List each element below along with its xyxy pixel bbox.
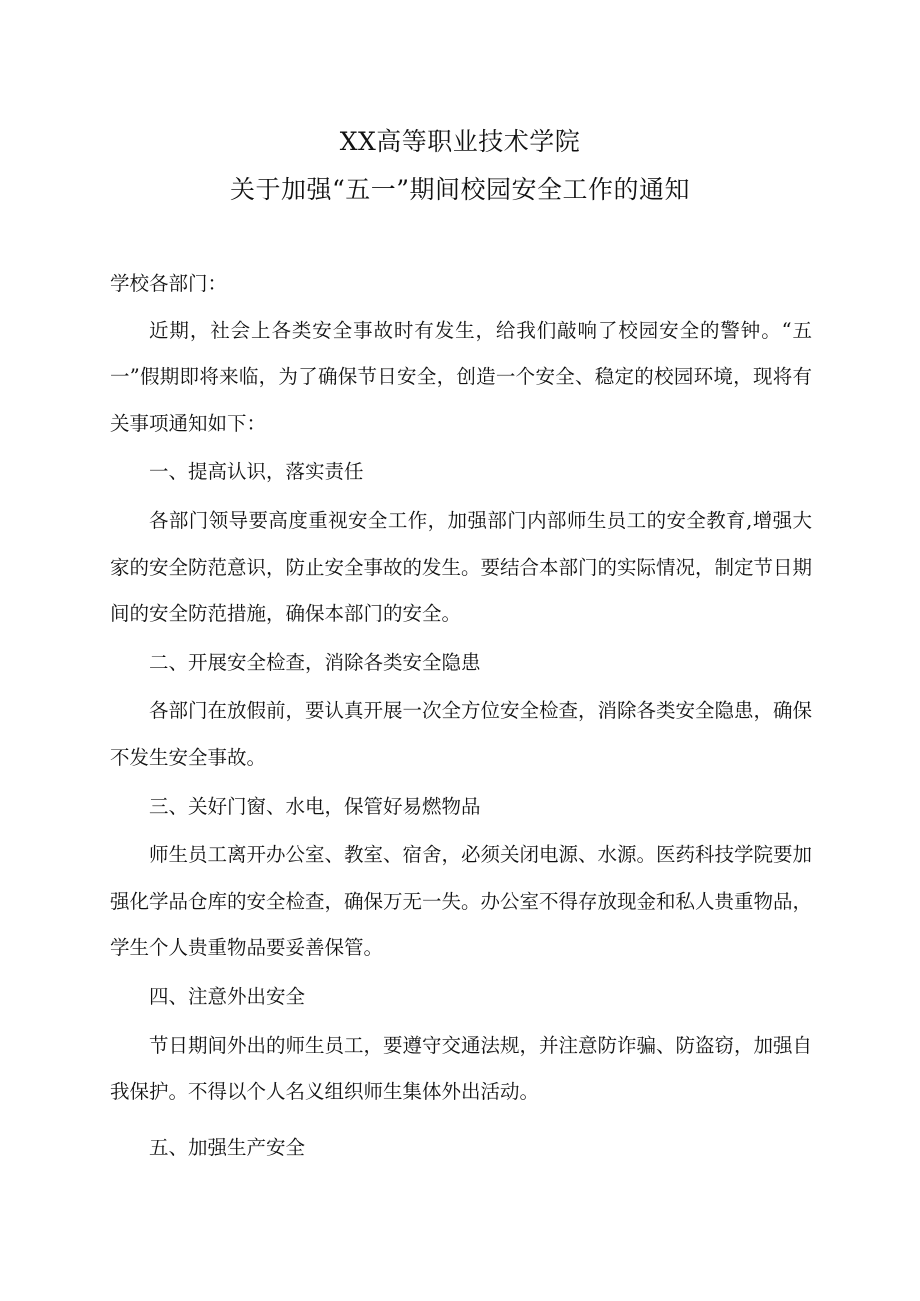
document-title: [0, 118, 920, 214]
section-body-2: 各部门在放假前，要认真开展一次全方位安全检查，消除各类安全隐患，确保不发生安全事故。: [110, 699, 813, 769]
section-heading-4: 四、注意外出安全: [149, 984, 306, 1008]
section-body-4: 节日期间外出的师生员工，要遵守交通法规，并注意防诈骗、防盗窃，加强自我保护。不得以个人名义组织师生集体外出活动。: [110, 1033, 813, 1104]
section-heading-1: 一、提高认识，落实责任: [149, 460, 364, 484]
salutation: 学校各部门：: [110, 272, 228, 295]
intro-paragraph: 近期，社会上各类安全事故时有发生，给我们敲响了校园安全的警钟。“五一”假期即将来临，为了确保节日安全，创造一个安全、稳定的校园环境，现将有关事项通知如下：: [110, 318, 812, 435]
institution-name: XX高等职业技术学院: [339, 127, 581, 156]
notice-title: 关于加强“五一”期间校园安全工作的通知: [229, 175, 691, 204]
section-body-1: 各部门领导要高度重视安全工作，加强部门内部师生员工的安全教育,增强大家的安全防范意识，防止安全事故的发生。要结合本部门的实际情况，制定节日期间的安全防范措施，确保本部门的安全。: [110, 508, 813, 626]
section-heading-3: 三、关好门窗、水电，保管好易燃物品: [149, 794, 481, 818]
section-body-3: 师生员工离开办公室、教室、宿舍，必须关闭电源、水源。医药科技学院要加强化学品仓库的安全检查，确保万无一失。办公室不得存放现金和私人贵重物品，学生个人贵重物品要妥善保管。: [110, 843, 813, 960]
document-body: [110, 261, 812, 1173]
section-heading-5: 五、加强生产安全: [149, 1135, 306, 1159]
section-heading-2: 二、开展安全检查，消除各类安全隐患: [149, 650, 481, 674]
